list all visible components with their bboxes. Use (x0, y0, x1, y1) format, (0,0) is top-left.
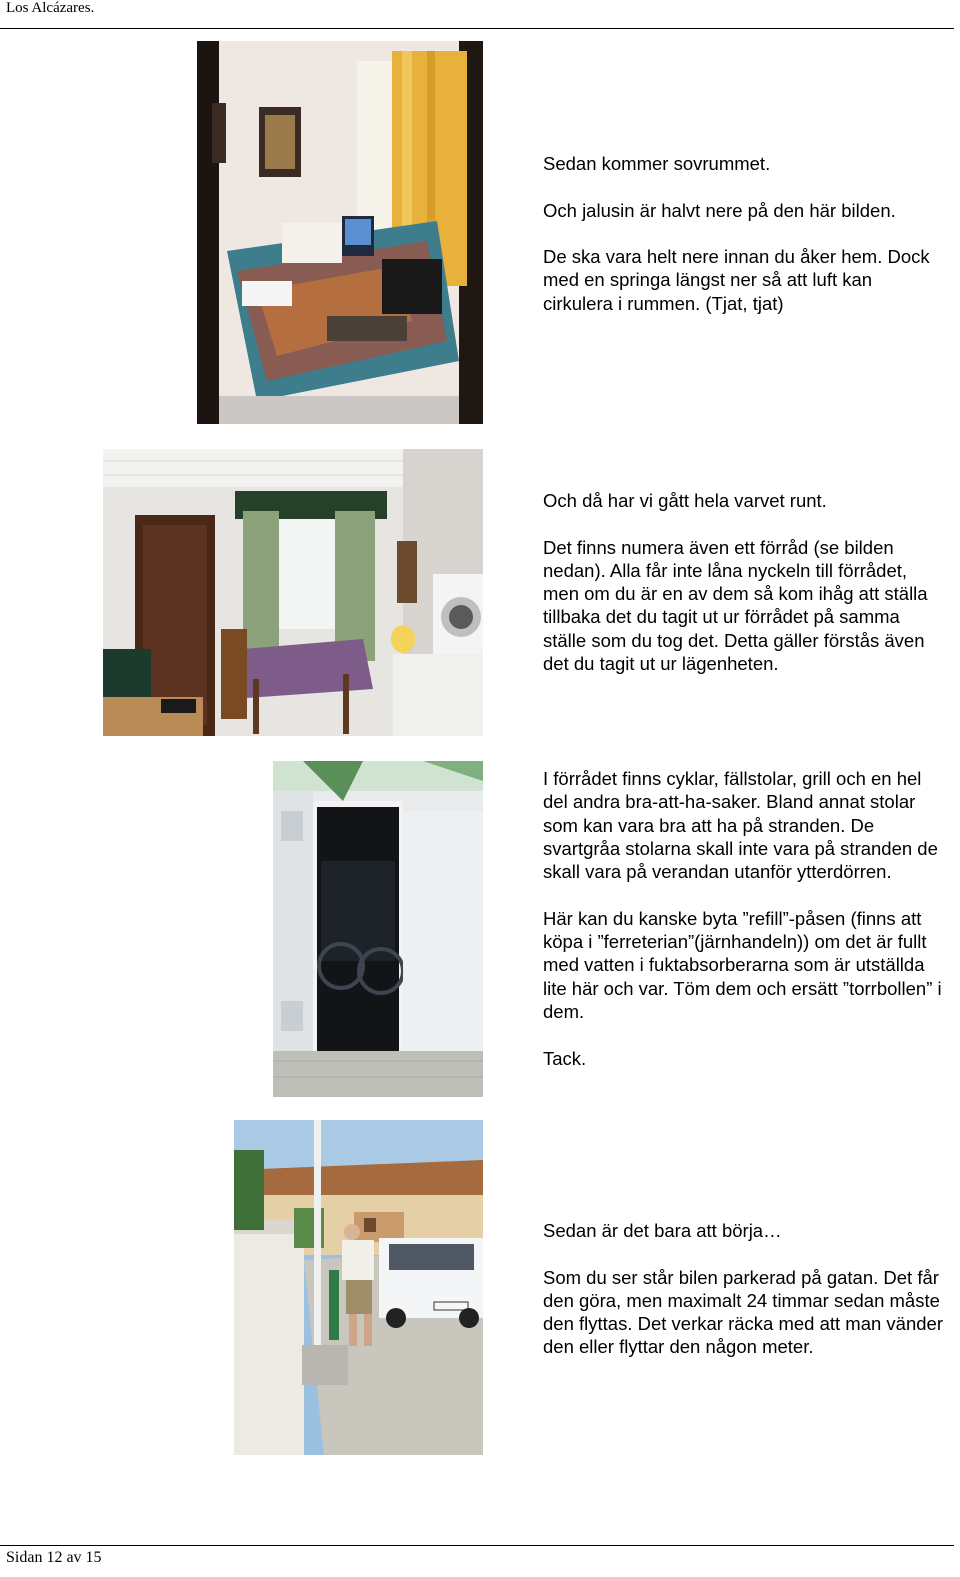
paragraph: Det finns numera även ett förråd (se bilden nedan). Alla får inte låna nyckeln till förrådet, men om du är en av dem så kom ihåg att ställa tillbaka det du tagit ut ur förrådet på samma ställe som du tog det. Detta gäller förstås även det du tagit ut ur lägenheten. (543, 536, 928, 675)
paragraph: Här kan du kanske byta ”refill”-påsen (finns att köpa i ”ferreterian”(järnhandeln)) om det är fullt med vatten i fuktabsorberarna som är utställda lite här och var. Töm dem och ersätt ”torrbollen” i dem. (543, 907, 942, 1022)
footer-rule (0, 1545, 954, 1546)
paragraph: Och då har vi gått hela varvet runt. (543, 490, 827, 511)
bedroom-photo (197, 41, 483, 424)
paragraph: Sedan är det bara att börja… (543, 1220, 782, 1241)
storage-text-block (543, 767, 943, 1093)
street-car-photo (234, 1120, 483, 1455)
paragraph: Som du ser står bilen parkerad på gatan. Det får den göra, men maximalt 24 timmar sedan måste den flyttas. Det verkar räcka med att man vänder den eller flyttar den någon meter. (543, 1266, 943, 1358)
paragraph: Tack. (543, 1047, 587, 1069)
living-room-photo (103, 449, 483, 736)
page-number-footer: Sidan 12 av 15 (6, 1549, 102, 1566)
paragraph: De ska vara helt nere innan du åker hem. Dock med en springa längst ner så att luft kan cirkulera i rummen. (Tjat, tjat) (543, 246, 930, 314)
paragraph: Sedan kommer sovrummet. (543, 153, 771, 174)
car-parking-text-block (543, 1219, 943, 1382)
header-rule (0, 28, 954, 29)
paragraph: Och jalusin är halvt nere på den här bilden. (543, 199, 896, 221)
bedroom-text-block (543, 152, 943, 338)
storage-room-photo (273, 761, 483, 1097)
page-header-title: Los Alcázares. (6, 0, 95, 16)
tour-complete-text-block (543, 489, 943, 699)
paragraph: I förrådet finns cyklar, fällstolar, grill och en hel del andra bra-att-ha-saker. Bland annat stolar som kan vara bra att ha på stranden. De svartgråa stolarna skall inte vara på stranden de skall vara på verandan utanför ytterdörren. (543, 768, 938, 883)
